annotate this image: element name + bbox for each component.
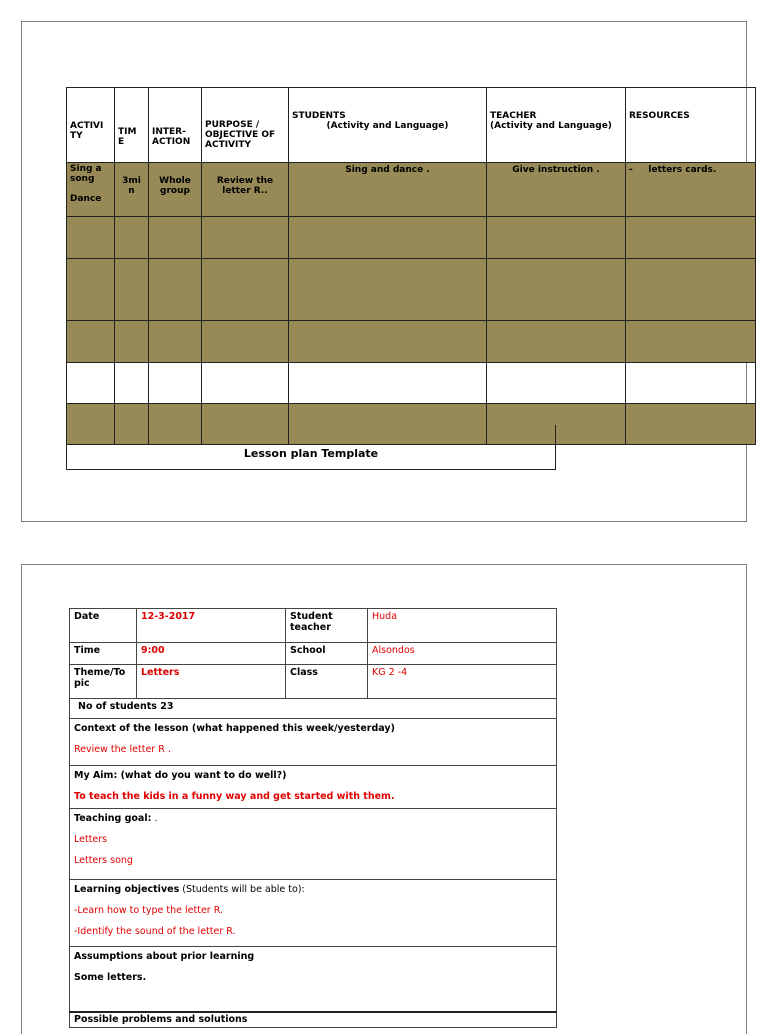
class-value: KG 2 -4 — [368, 665, 557, 699]
aim-value: To teach the kids in a funny way and get started with them. — [74, 791, 395, 802]
objectives-note: (Students will be able to): — [179, 884, 305, 895]
context-value: Review the letter R . — [74, 744, 171, 755]
row-band-2 — [66, 216, 756, 258]
student-teacher-label: Student teacher — [286, 609, 368, 643]
row-band-4 — [66, 320, 756, 362]
row-date — [70, 609, 557, 643]
school-label: School — [286, 643, 368, 665]
teaching-goal-label: Teaching goal: — [74, 813, 152, 824]
cell-resources: - letters cards. — [629, 165, 717, 175]
objective-item: -Identify the sound of the letter R. — [74, 926, 236, 937]
cell-interaction: Whole group — [159, 176, 191, 196]
problems-label: Possible problems and solutions — [70, 1012, 557, 1028]
cell-time: 3mi n — [122, 176, 141, 196]
time-value: 9:00 — [137, 643, 286, 665]
header-time: TIM E — [118, 127, 137, 147]
class-label: Class — [286, 665, 368, 699]
page-activity-table — [21, 21, 747, 522]
caption-title: Lesson plan Template — [243, 447, 379, 460]
date-value: 12-3-2017 — [137, 609, 286, 643]
header-activity: ACTIVI TY — [70, 121, 104, 141]
header-teacher-title: TEACHER — [490, 111, 537, 121]
header-teacher-sub: (Activity and Language) — [490, 121, 612, 131]
cell-purpose: Review the letter R.. — [216, 176, 274, 196]
header-purpose: PURPOSE / OBJECTIVE OF ACTIVITY — [205, 120, 276, 150]
school-value: Alsondos — [368, 643, 557, 665]
row-students — [70, 699, 557, 719]
row-context — [70, 719, 557, 766]
date-label: Date — [70, 609, 137, 643]
cell-students: Sing and dance . — [345, 165, 430, 175]
assumptions-label: Assumptions about prior learning — [74, 951, 255, 962]
header-interaction: INTER- ACTION — [152, 127, 191, 147]
row-band-3 — [66, 258, 756, 320]
teaching-goal-dot: . — [151, 813, 158, 824]
objectives-label: Learning objectives — [74, 884, 180, 895]
cell-teacher: Give instruction . — [512, 165, 600, 175]
num-students: No of students 23 — [70, 699, 557, 719]
row-objectives — [70, 880, 557, 947]
header-students-sub: (Activity and Language) — [326, 121, 449, 131]
row-teaching-goal — [70, 809, 557, 880]
theme-label: Theme/To pic — [70, 665, 137, 699]
time-label: Time — [70, 643, 137, 665]
row-time — [70, 643, 557, 665]
activity-table — [66, 87, 756, 425]
header-students — [289, 109, 486, 133]
header-teacher — [487, 109, 625, 133]
theme-value: Letters — [137, 665, 286, 699]
header-resources: RESOURCES — [629, 111, 690, 121]
context-label: Context of the lesson (what happened this week/yesterday) — [74, 723, 395, 734]
cell-activity: Sing a song Dance — [70, 164, 102, 204]
row-problems — [70, 1012, 557, 1028]
lesson-plan-form — [69, 608, 556, 1028]
teaching-goal-item: Letters song — [74, 855, 133, 866]
aim-label: My Aim: (what do you want to do well?) — [74, 770, 287, 781]
student-teacher-value: Huda — [368, 609, 557, 643]
row-aim — [70, 766, 557, 809]
caption-box — [66, 425, 556, 470]
row-theme — [70, 665, 557, 699]
teaching-goal-item: Letters — [74, 834, 108, 845]
assumptions-value: Some letters. — [74, 972, 147, 983]
objective-item: -Learn how to type the letter R. — [74, 905, 224, 916]
row-assumptions — [70, 947, 557, 1013]
page-lesson-plan — [21, 564, 747, 1034]
header-students-title: STUDENTS — [292, 111, 346, 121]
